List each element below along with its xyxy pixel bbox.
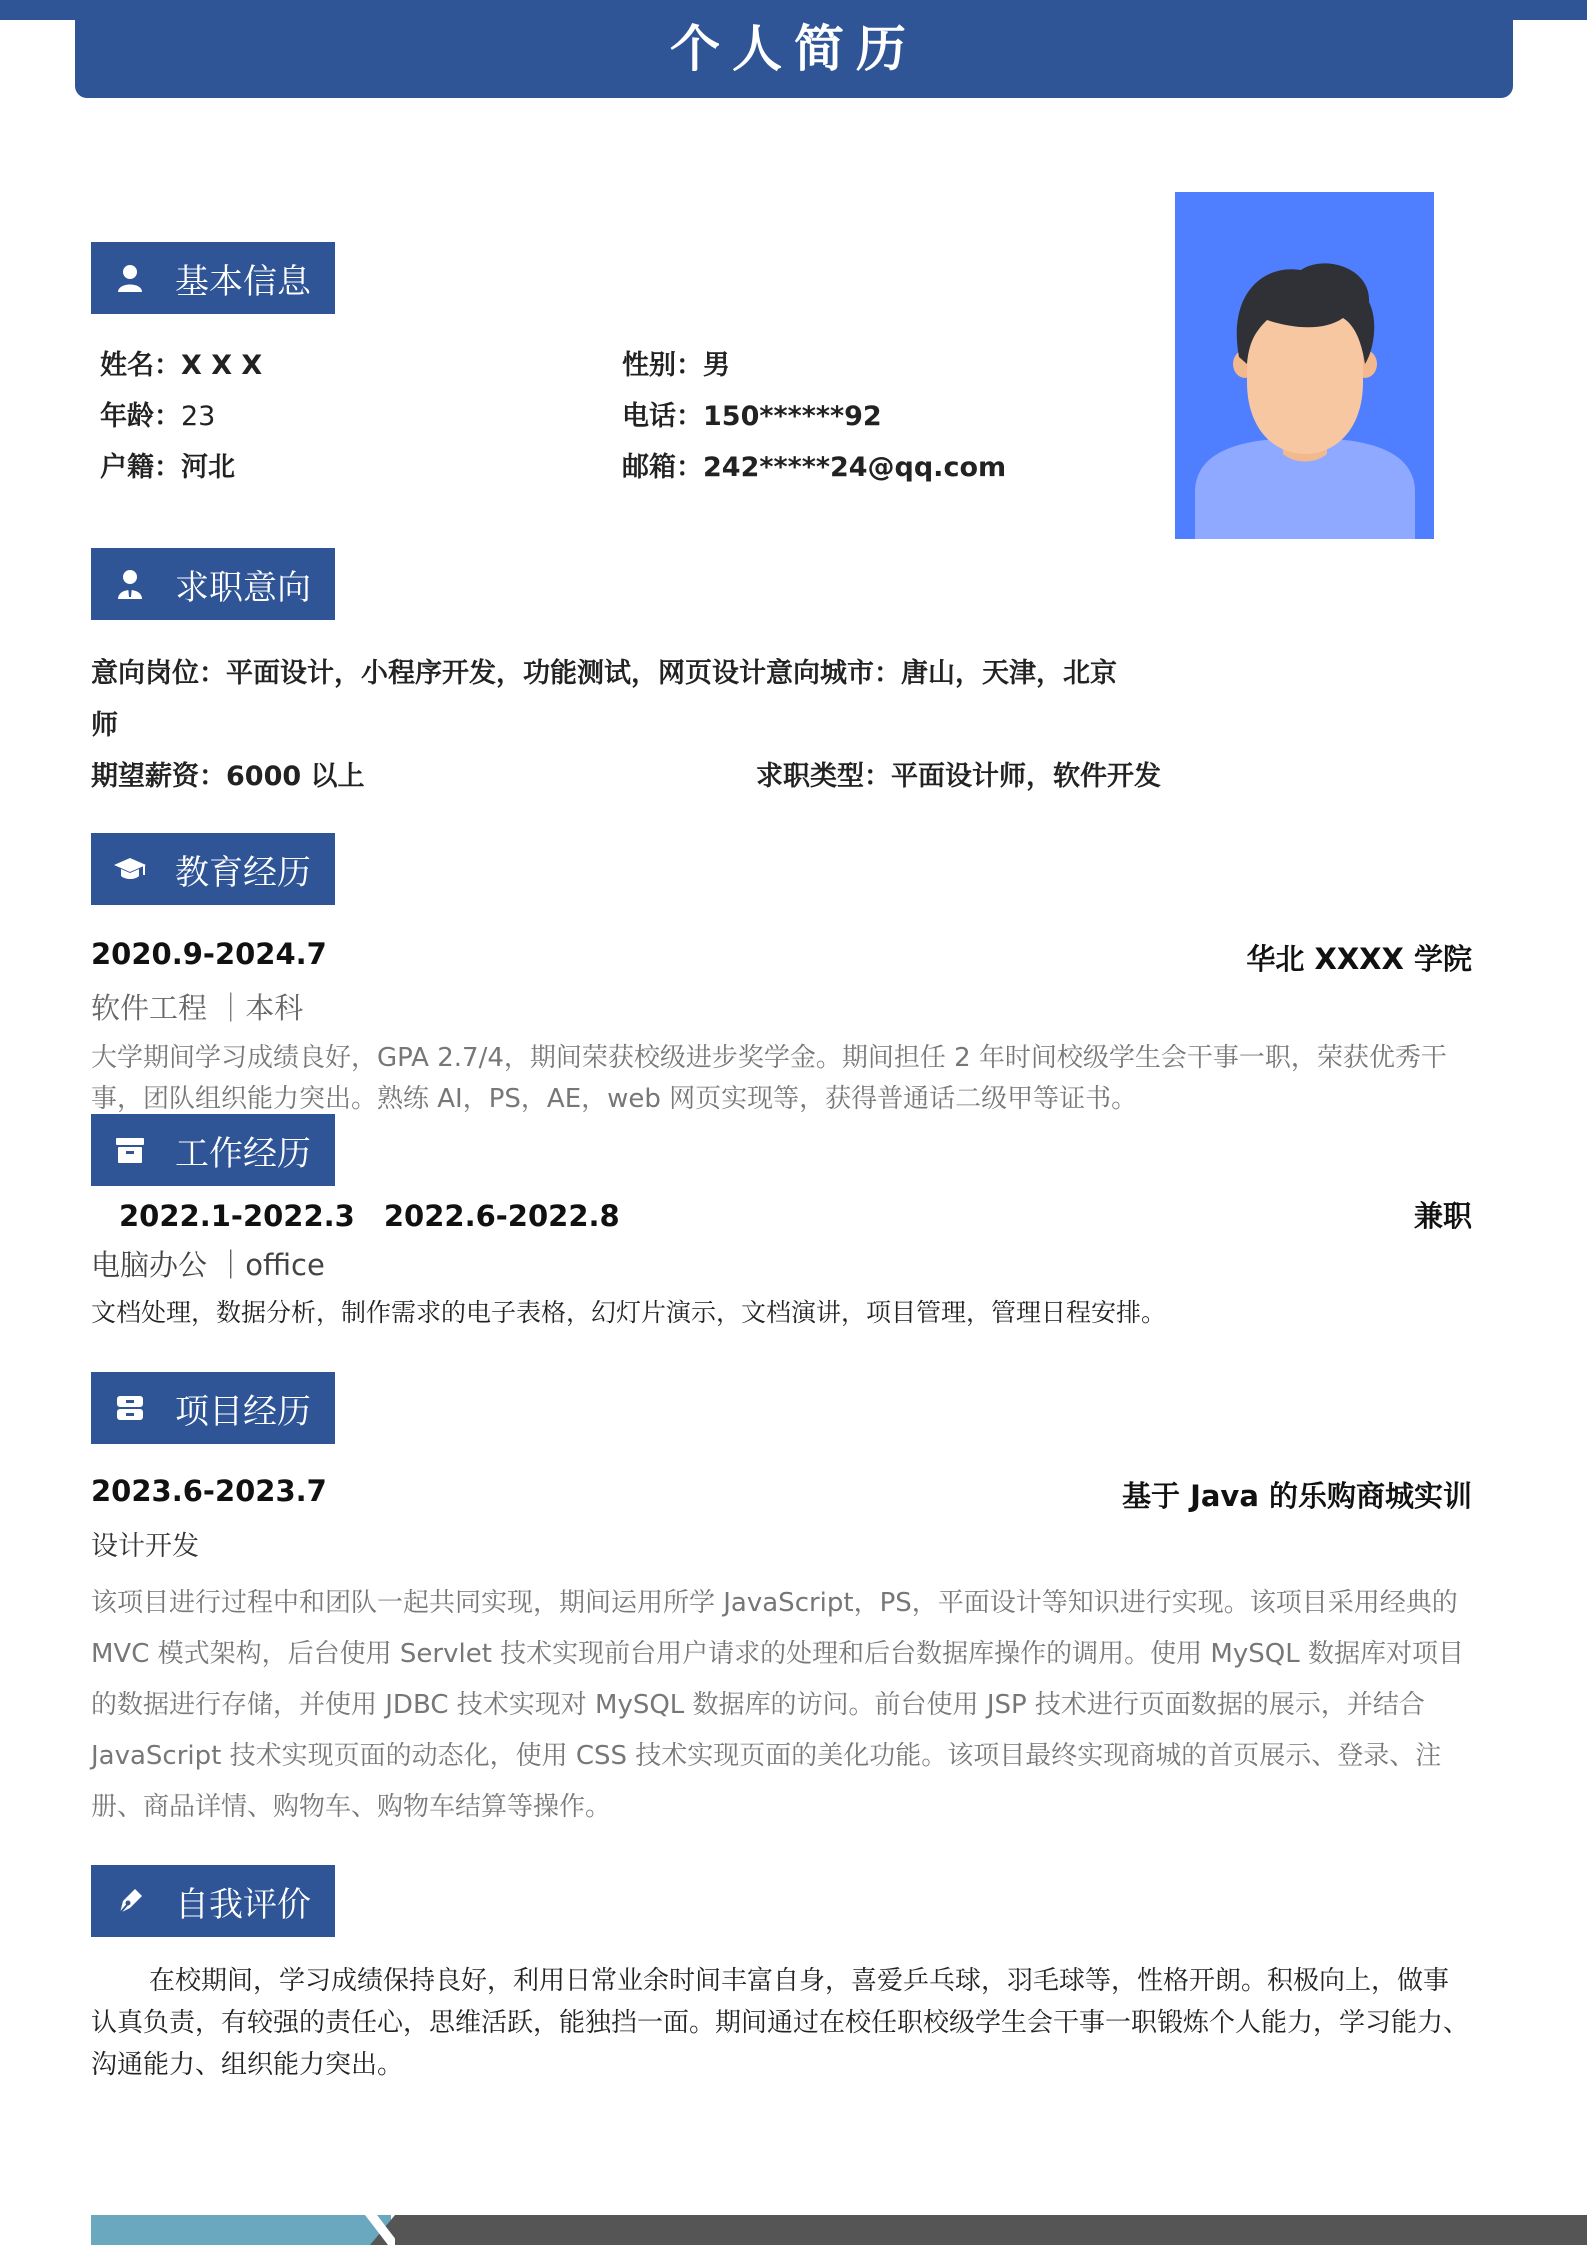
education-school: 华北 XXXX 学院 [1246, 942, 1472, 976]
drawer-icon [113, 1391, 147, 1425]
education-major: 软件工程 ｜本科 [91, 991, 304, 1025]
graduation-cap-icon [113, 852, 147, 886]
intent-position-line: 意向岗位：平面设计，小程序开发，功能测试，网页设计意向城市：唐山，天津，北京 [91, 658, 1117, 689]
section-title: 教育经历 [175, 852, 311, 893]
footer-accent-teal [91, 2215, 391, 2245]
work-type: 兼职 [1413, 1199, 1472, 1233]
gender-row: 性别：男 [622, 350, 730, 381]
pen-nib-icon [113, 1884, 147, 1918]
project-period: 2023.6-2023.7 [91, 1474, 327, 1508]
education-description: 大学期间学习成绩良好，GPA 2.7/4，期间荣获校级进步奖学金。期间担任 2 年时间校级学生会干事一职，荣获优秀干事，团队组织能力突出。熟练 AI，PS，AE，web 网页实现等，获得普通话二级甲等证书。 [91, 1043, 1447, 1114]
profile-photo [1175, 192, 1434, 539]
phone-row: 电话：150******92 [622, 401, 882, 432]
education-period: 2020.9-2024.7 [91, 937, 327, 971]
archive-box-icon [113, 1133, 147, 1167]
self-evaluation-text: 在校期间，学习成绩保持良好，利用日常业余时间丰富自身，喜爱乒乓球，羽毛球等，性格开朗。积极向上，做事认真负责，有较强的责任心，思维活跃，能独挡一面。期间通过在校任职校级学生会干事一职锻炼个人能力，学习能力、沟通能力、组织能力突出。 [91, 1966, 1470, 2080]
work-description: 文档处理，数据分析，制作需求的电子表格，幻灯片演示，文档演讲，项目管理，管理日程安排。 [91, 1298, 1167, 1327]
section-title: 项目经历 [175, 1391, 311, 1432]
work-period: 2022.1-2022.3 2022.6-2022.8 [119, 1199, 620, 1233]
project-name: 基于 Java 的乐购商城实训 [1121, 1479, 1472, 1513]
intent-type: 求职类型：平面设计师，软件开发 [756, 761, 1161, 792]
name-row: 姓名：X X X [100, 350, 263, 381]
person-icon [113, 261, 147, 295]
section-header-education [91, 833, 335, 905]
section-title: 基本信息 [175, 261, 311, 302]
work-role: 电脑办公 ｜office [91, 1248, 325, 1282]
project-description: 该项目进行过程中和团队一起共同实现，期间运用所学 JavaScript，PS，平面设计等知识进行实现。该项目采用经典的 MVC 模式架构，后台使用 Servlet 技术实现前台用户请求的处理和后台数据库操作的调用。使用 MySQL 数据库对项目的数据进行存储，并使用 JDBC 技术实现对 MySQL 数据库的访问。前台使用 JSP 技术进行页面数据的展示，并结合 JavaScript 技术实现页面的动态化，使用 CSS 技术实现页面的美化功能。该项目最终实现商城的首页展示、登录、注册、商品详情、购物车、购物车结算等操作。 [91, 1588, 1464, 1822]
job-seeker-icon [113, 567, 147, 601]
section-header-project [91, 1372, 335, 1444]
email-row: 邮箱：242*****24@qq.com [622, 452, 1007, 483]
intent-salary: 期望薪资：6000 以上 [91, 761, 365, 792]
section-header-basic [91, 242, 335, 314]
section-header-intent [91, 548, 335, 620]
page-title: 个人简历 [75, 0, 1513, 98]
section-title: 求职意向 [175, 567, 311, 608]
section-header-self [91, 1865, 335, 1937]
section-title: 工作经历 [175, 1133, 311, 1174]
section-title: 自我评价 [175, 1884, 311, 1925]
hometown-row: 户籍：河北 [100, 452, 235, 483]
intent-position-cont: 师 [91, 710, 118, 741]
age-row: 年龄：23 [100, 401, 216, 432]
section-header-work [91, 1114, 335, 1186]
footer-accent-dark [370, 2215, 1587, 2245]
project-role: 设计开发 [91, 1531, 199, 1562]
